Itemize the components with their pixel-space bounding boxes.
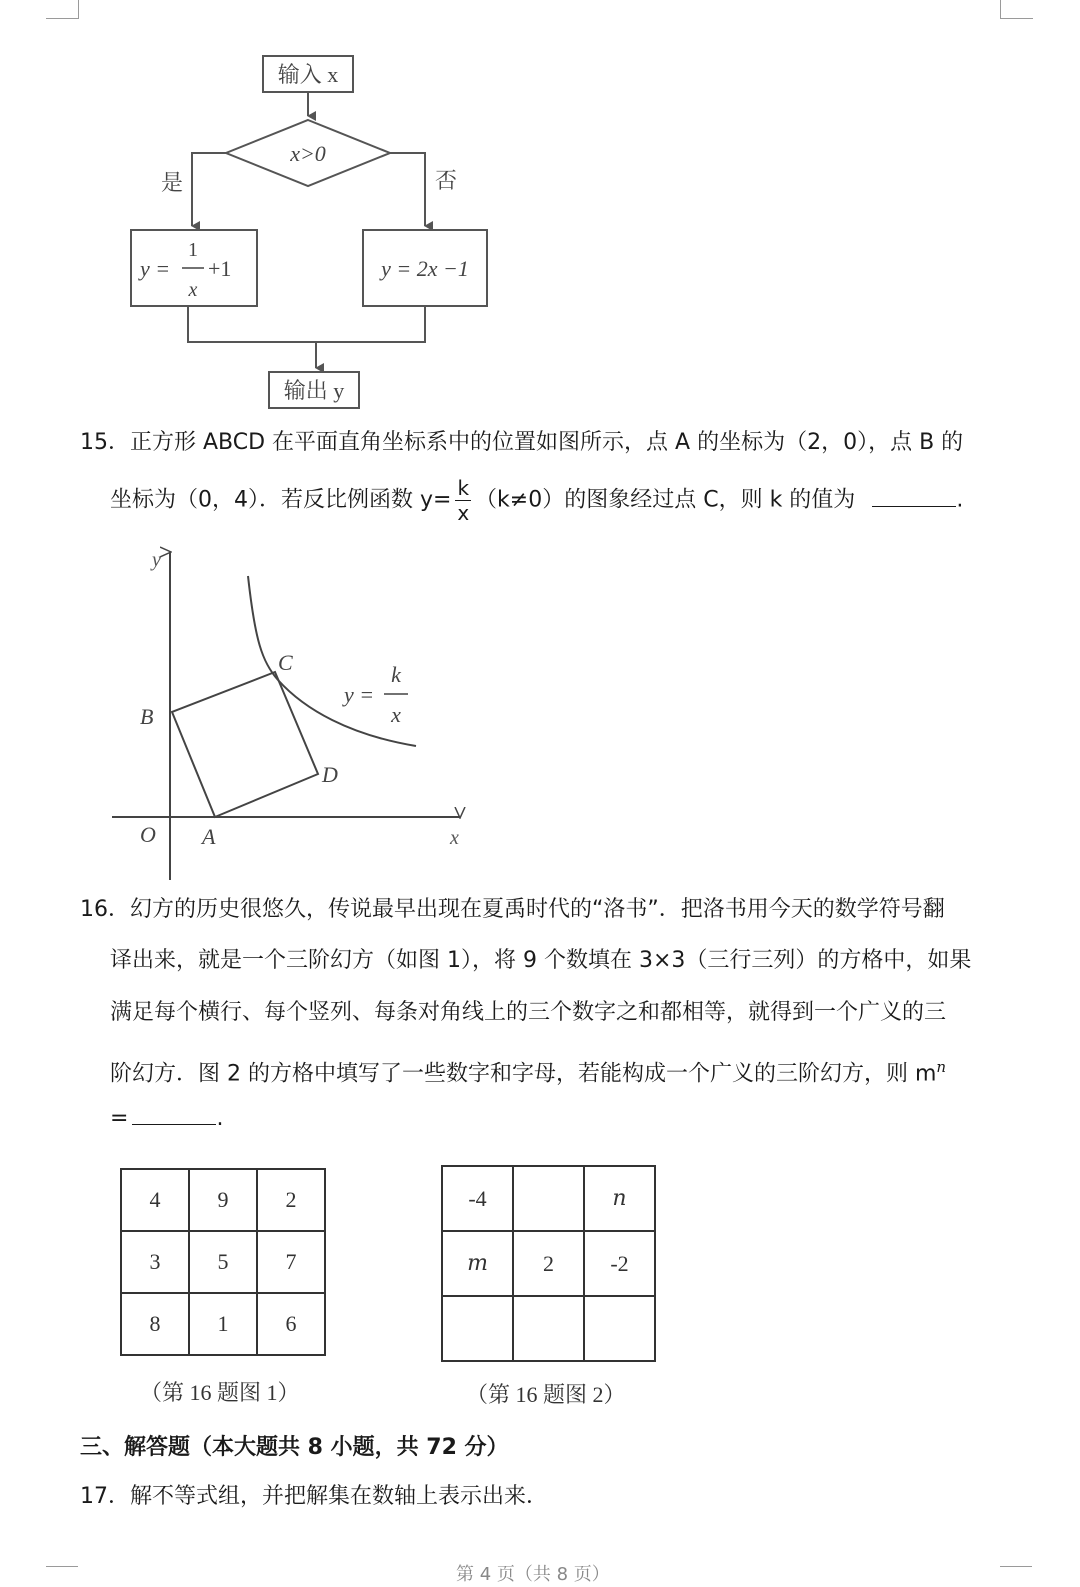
q15-line1: 15．正方形 ABCD 在平面直角坐标系中的位置如图所示，点 A 的坐标为（2，0），点 B 的 <box>80 430 964 455</box>
grid1-cell: 6 <box>257 1293 325 1355</box>
graph-axis-x: x <box>450 827 459 849</box>
flow-input-label: 输入 x <box>277 62 339 87</box>
q16-line5-end: . <box>216 1106 224 1131</box>
crop-mark-bottom-left <box>46 1566 78 1587</box>
grid2-cell: m <box>442 1231 513 1296</box>
q17-text: 17．解不等式组，并把解集在数轴上表示出来． <box>80 1484 548 1509</box>
grid1-cell: 9 <box>189 1169 257 1231</box>
grid2-cell: -4 <box>442 1166 513 1231</box>
grid1-caption: （第 16 题图 1） <box>140 1380 300 1405</box>
grid1-cell: 3 <box>121 1231 189 1293</box>
flow-yes-lhs: y = <box>140 256 171 281</box>
q16-answer-blank[interactable] <box>132 1104 216 1125</box>
grid1-cell: 4 <box>121 1169 189 1231</box>
magic-square-2 <box>441 1165 656 1362</box>
graph-curve-lhs: y = <box>344 682 375 707</box>
q15-end: . <box>956 487 964 513</box>
q16-line4-text: 阶幻方．图 2 的方格中填写了一些数字和字母，若能构成一个广义的三阶幻方，则 m <box>110 1061 937 1087</box>
grid2-caption: （第 16 题图 2） <box>466 1382 626 1407</box>
q15-frac-num: k <box>457 476 470 500</box>
flow-no-formula: y = 2x −1 <box>381 256 469 281</box>
q16-line1: 16．幻方的历史很悠久，传说最早出现在夏禹时代的“洛书”．把洛书用今天的数学符号翻 <box>80 897 945 922</box>
flow-yes-num: 1 <box>188 239 198 261</box>
crop-mark-top-right <box>1000 0 1033 19</box>
q16-line4 <box>110 1052 946 1089</box>
page-footer: 第 4 页（共 8 页） <box>456 1564 610 1585</box>
magic-square-1 <box>120 1168 326 1356</box>
graph-curve-den: x <box>391 702 401 727</box>
flow-yes-rhs: +1 <box>208 256 232 281</box>
grid2-cell <box>442 1296 513 1361</box>
grid1-cell: 1 <box>189 1293 257 1355</box>
q15-answer-blank[interactable] <box>872 486 956 507</box>
square-abcd <box>172 672 318 817</box>
flow-no-label: 否 <box>434 168 458 193</box>
q16-line5-pre: = <box>110 1106 129 1131</box>
q15-fraction <box>455 476 471 525</box>
q15-graph <box>100 540 480 890</box>
flow-output-label: 输出 y <box>283 378 345 403</box>
flowchart <box>120 50 510 415</box>
grid2-cell: n <box>584 1166 655 1231</box>
q15-line2-post: （k≠0）的图象经过点 C，则 k 的值为 <box>475 487 856 513</box>
graph-origin: O <box>140 822 156 847</box>
graph-axis-y: y <box>152 549 161 571</box>
graph-curve-num: k <box>391 662 401 687</box>
grid2-cell <box>513 1296 584 1361</box>
grid2-cell <box>513 1166 584 1231</box>
q16-line2: 译出来，就是一个三阶幻方（如图 1），将 9 个数填在 3×3（三行三列）的方格中，如果 <box>110 948 972 973</box>
grid2-cell <box>584 1296 655 1361</box>
crop-mark-top-left <box>46 0 79 19</box>
graph-point-d: D <box>322 762 338 787</box>
grid2-cell: 2 <box>513 1231 584 1296</box>
grid1-cell: 8 <box>121 1293 189 1355</box>
section-3-heading: 三、解答题（本大题共 8 小题，共 72 分） <box>80 1435 509 1460</box>
q16-line5 <box>110 1104 223 1134</box>
crop-mark-bottom-right <box>1000 1566 1032 1587</box>
grid1-cell: 5 <box>189 1231 257 1293</box>
graph-point-c: C <box>278 650 293 675</box>
flow-yes-den: x <box>188 279 198 301</box>
flow-condition-label: x>0 <box>290 141 326 166</box>
q15-frac-den: x <box>457 501 470 525</box>
q15-line2 <box>110 476 963 525</box>
graph-point-b: B <box>140 704 154 729</box>
q16-line3: 满足每个横行、每个竖列、每条对角线上的三个数字之和都相等，就得到一个广义的三 <box>110 1000 947 1025</box>
flow-yes-label: 是 <box>160 170 184 195</box>
q15-line2-pre: 坐标为（0，4）．若反比例函数 y= <box>110 487 452 513</box>
grid1-cell: 2 <box>257 1169 325 1231</box>
q16-line4-sup: n <box>936 1058 947 1076</box>
grid1-cell: 7 <box>257 1231 325 1293</box>
graph-point-a: A <box>202 824 216 849</box>
grid2-cell: -2 <box>584 1231 655 1296</box>
